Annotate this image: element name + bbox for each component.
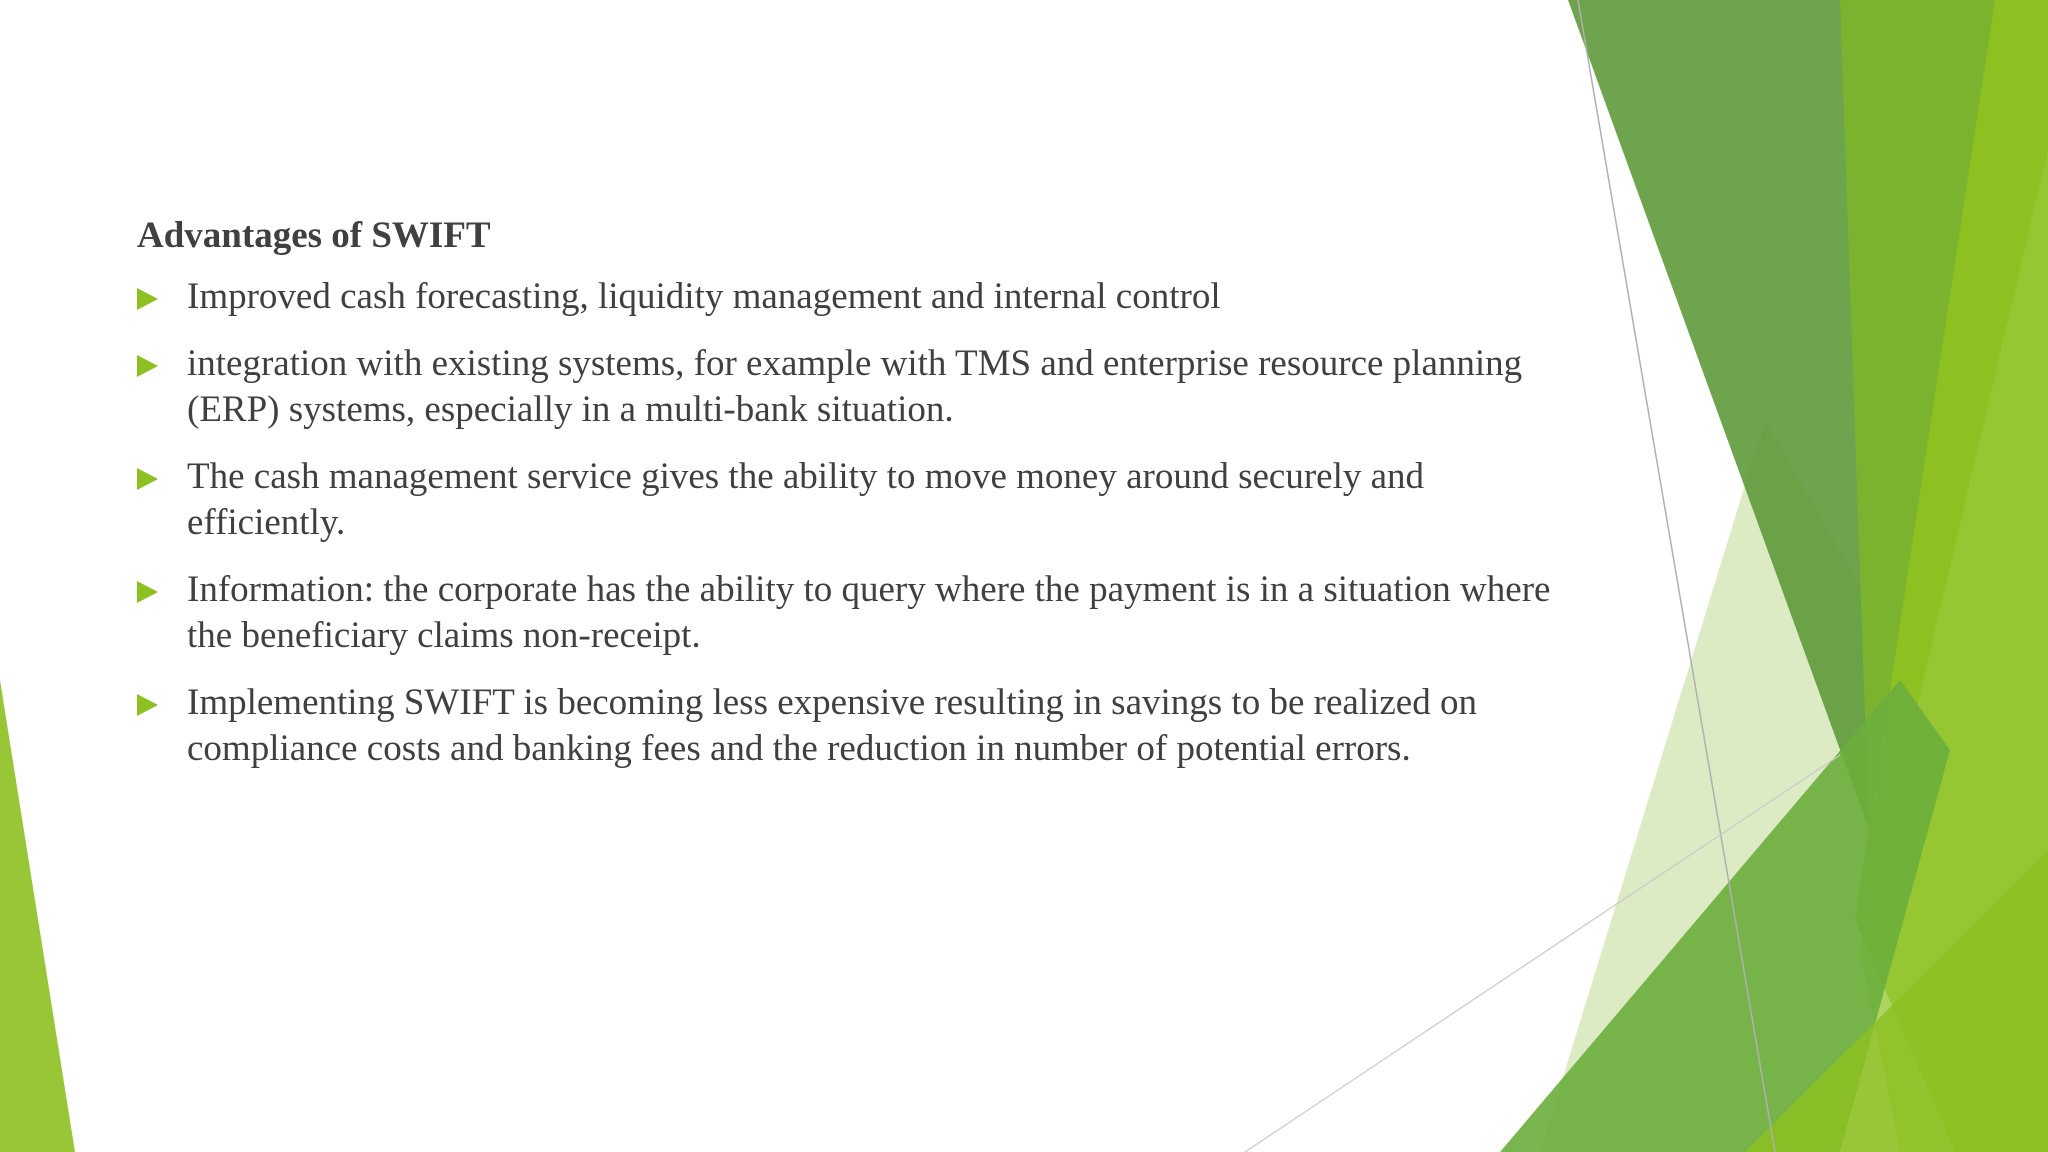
bullet-text: integration with existing systems, for example with TMS and enterprise resource planning (ERP) systems, especially in a multi-bank situation. bbox=[187, 343, 1523, 430]
bullet-item bbox=[137, 454, 1557, 546]
triangle-bullet-icon bbox=[137, 355, 158, 377]
triangle-bullet-icon bbox=[137, 694, 158, 716]
bullet-item bbox=[137, 341, 1557, 433]
slide-content bbox=[137, 212, 1557, 793]
bullet-item bbox=[137, 274, 1557, 320]
bullet-text: The cash management service gives the ability to move money around securely and efficiently. bbox=[187, 456, 1425, 543]
bullet-text: Implementing SWIFT is becoming less expensive resulting in savings to be realized on compliance costs and banking fees and the reduction in number of potential errors. bbox=[187, 682, 1477, 769]
bullet-item bbox=[137, 680, 1557, 772]
bullet-item bbox=[137, 567, 1557, 659]
triangle-bullet-icon bbox=[137, 468, 158, 490]
bullet-text: Information: the corporate has the ability to query where the payment is in a situation where the beneficiary claims non-receipt. bbox=[187, 569, 1551, 656]
triangle-bullet-icon bbox=[137, 581, 158, 603]
slide-title: Advantages of SWIFT bbox=[137, 215, 491, 256]
left-green-sliver bbox=[0, 680, 75, 1152]
bullet-list bbox=[137, 274, 1557, 772]
triangle-bullet-icon bbox=[137, 288, 158, 310]
bullet-text: Improved cash forecasting, liquidity management and internal control bbox=[187, 276, 1221, 317]
